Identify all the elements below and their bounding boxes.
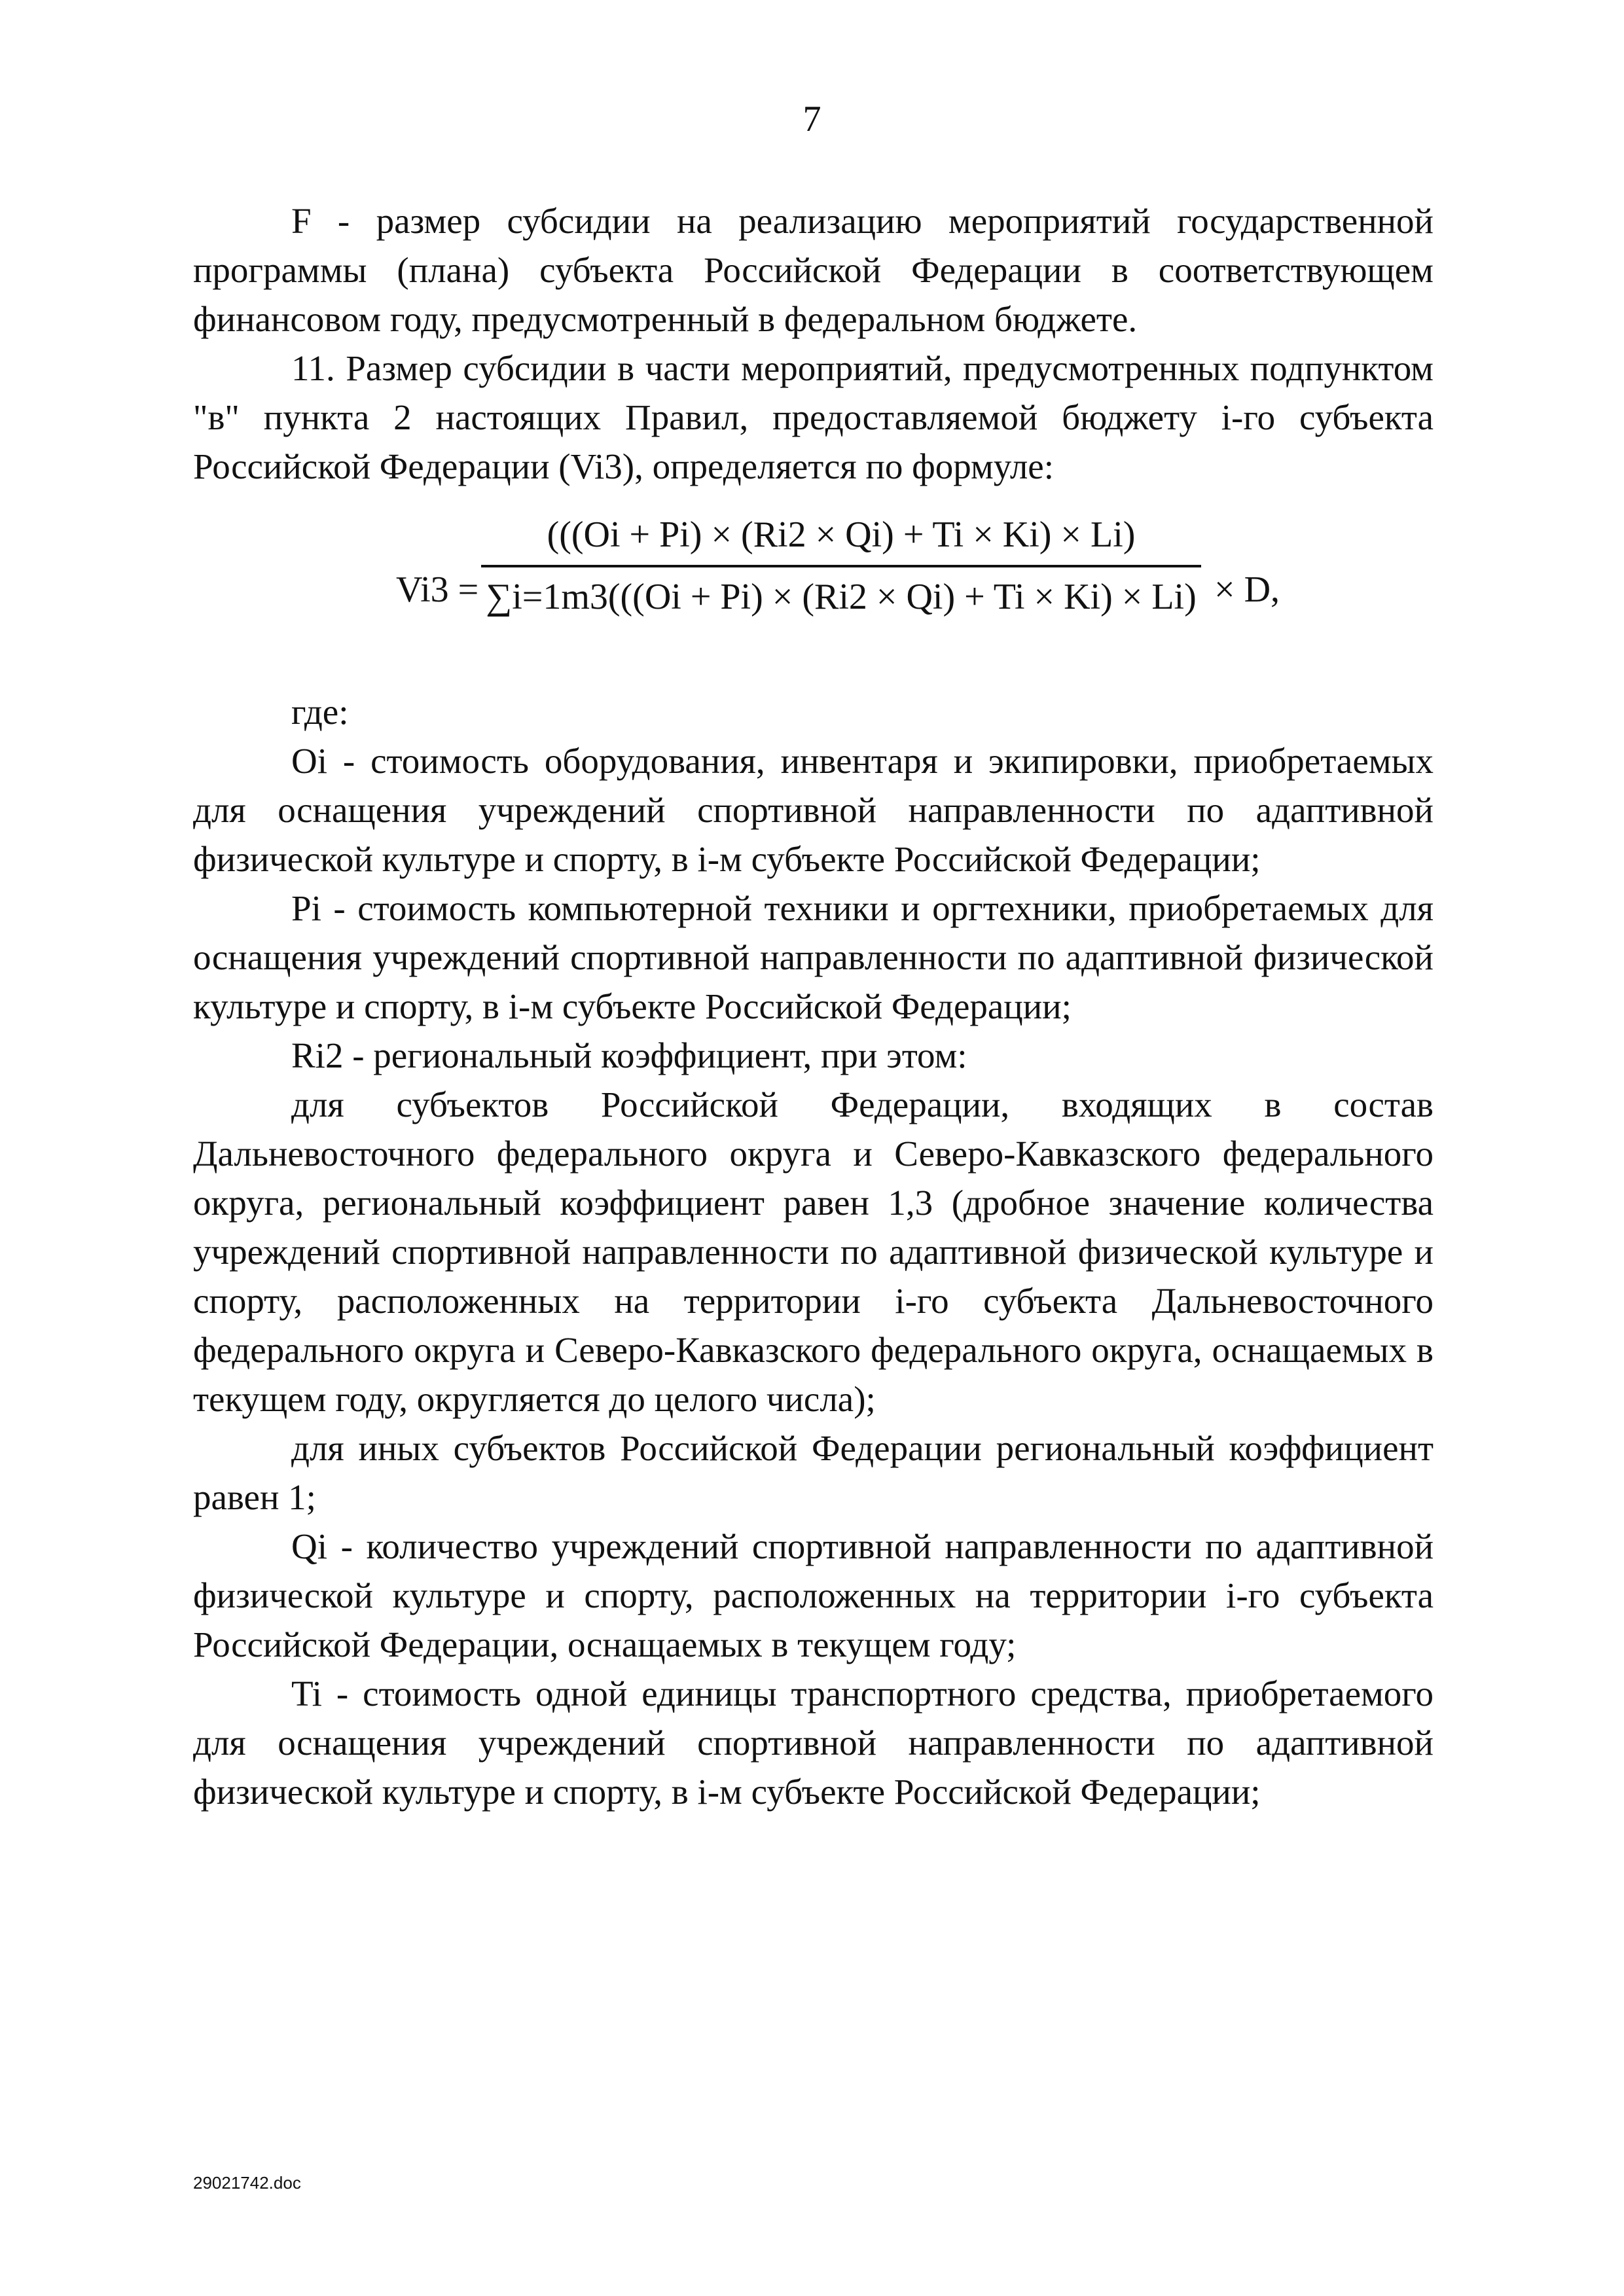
paragraph-f-definition: F - размер субсидии на реализацию мероприятий государственной программы (плана) субъекта Российской Федерации в соответствующем финансовом году, предусмотренный в федеральном бюджете.: [193, 201, 1434, 339]
document-filename: 29021742.doc: [193, 2173, 301, 2193]
formula-lhs: Vi3 =: [396, 569, 479, 610]
definition-ri2-far-east: для субъектов Российской Федерации, входящих в состав Дальневосточного федерального округа и Северо-Кавказского федерального округа, региональный коэффициент равен 1,3 (дробное значение количества учреждений спортивной направленности по адаптивной физической культуре и спорту, расположенных на территории i-го субъекта Дальневосточного федерального округа и Северо-Кавказского федерального округа, оснащаемых в текущем году, округляется до целого числа);: [193, 1085, 1434, 1419]
formula-vi3: [193, 491, 1434, 687]
page-number: 7: [803, 99, 821, 139]
definition-ti: Ti - стоимость одной единицы транспортного средства, приобретаемого для оснащения учреждений спортивной направленности по адаптивной физической культуре и спорту, в i-м субъекте Российской Федерации;: [193, 1674, 1434, 1812]
formula-rhs: × D,: [1214, 569, 1280, 610]
definition-ri2: Ri2 - региональный коэффициент, при этом:: [291, 1035, 967, 1075]
where-label: где:: [291, 692, 349, 732]
formula-numerator: (((Oi + Pi) × (Ri2 × Qi) + Ti × Ki) × Li): [547, 514, 1136, 555]
document-body: [193, 196, 1434, 1816]
definition-pi: Pi - стоимость компьютерной техники и оргтехники, приобретаемых для оснащения учреждений спортивной направленности по адаптивной физической культуре и спорту, в i-м субъекте Российской Федерации;: [193, 888, 1434, 1026]
definition-qi: Qi - количество учреждений спортивной направленности по адаптивной физической культуре и спорту, расположенных на территории i-го субъекта Российской Федерации, оснащаемых в текущем году;: [193, 1526, 1434, 1664]
definition-ri2-other: для иных субъектов Российской Федерации региональный коэффициент равен 1;: [193, 1428, 1434, 1517]
formula-denominator: ∑i=1m3(((Oi + Pi) × (Ri2 × Qi) + Ti × Ki) × Li): [486, 577, 1197, 617]
formula-fraction: [481, 511, 1201, 622]
definition-oi: Oi - стоимость оборудования, инвентаря и экипировки, приобретаемых для оснащения учреждений спортивной направленности по адаптивной физической культуре и спорту, в i-м субъекте Российской Федерации;: [193, 741, 1434, 879]
paragraph-11: 11. Размер субсидии в части мероприятий, предусмотренных подпунктом "в" пункта 2 настоящих Правил, предоставляемой бюджету i-го субъекта Российской Федерации (Vi3), определяется по формуле:: [193, 348, 1434, 486]
